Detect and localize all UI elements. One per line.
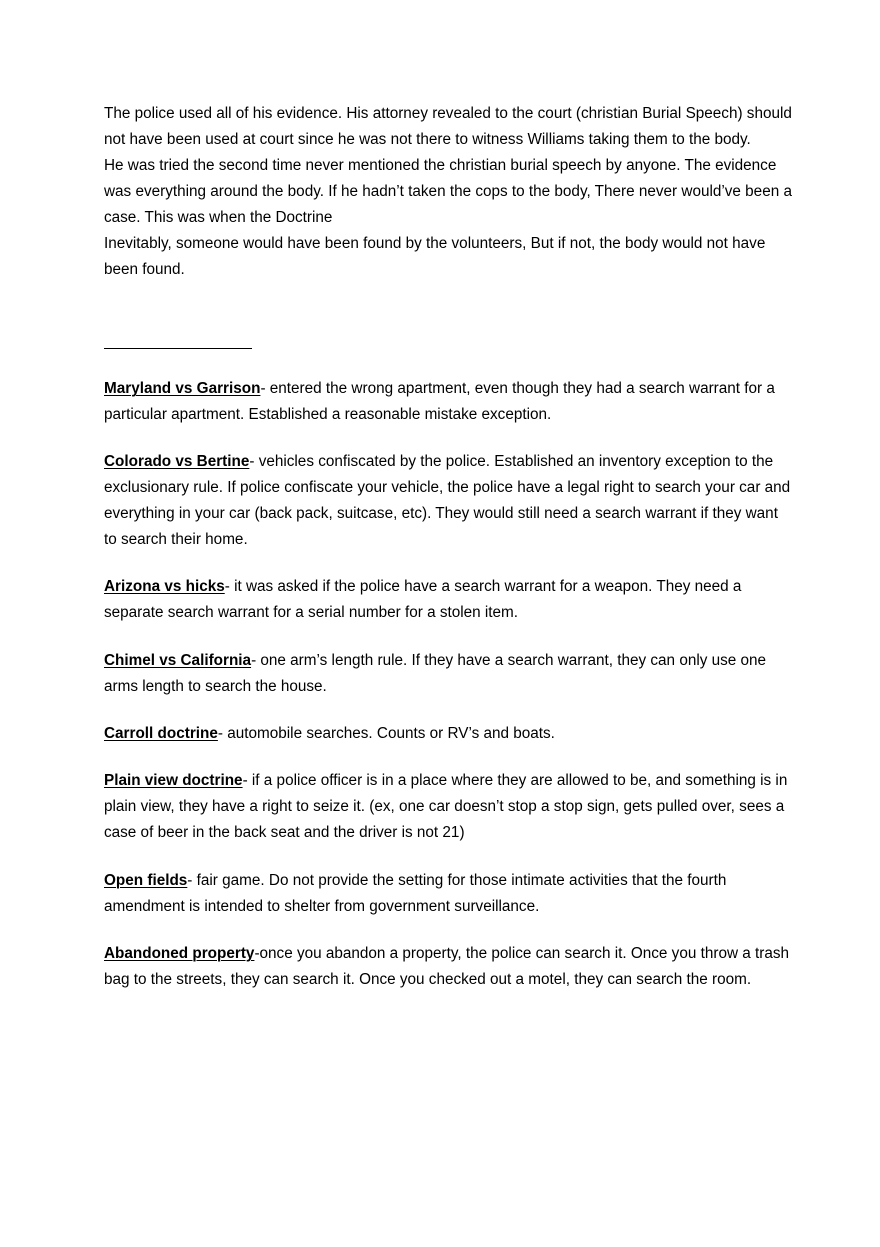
case-entry-abandoned-property	[104, 941, 794, 993]
intro-paragraph: He was tried the second time never mentioned the christian burial speech by anyone. The evidence was everything around the body. If he hadn’t taken the cops to the body, There never would’ve been a case. This was when the Doctrine	[104, 157, 792, 226]
case-entry-chimel-vs-california	[104, 648, 794, 700]
case-entry-maryland-vs-garrison	[104, 376, 794, 428]
case-description: - one arm’s length rule. If they have a search warrant, they can only use one arms length to search the house.	[104, 652, 767, 695]
intro-paragraph: Inevitably, someone would have been found by the volunteers, But if not, the body would not have been found.	[104, 235, 766, 278]
case-term: Colorado vs Bertine	[104, 453, 250, 470]
case-entry-carroll-doctrine	[104, 721, 794, 747]
case-entry-colorado-vs-bertine	[104, 449, 794, 553]
case-term: Plain view doctrine	[104, 772, 243, 789]
case-description: -once you abandon a property, the police can search it. Once you throw a trash bag to the streets, they can search it. Once you checked out a motel, they can search the room.	[104, 945, 790, 988]
case-term: Abandoned property	[104, 945, 255, 962]
case-description: - it was asked if the police have a search warrant for a weapon. They need a separate search warrant for a serial number for a stolen item.	[104, 578, 742, 621]
case-description: - entered the wrong apartment, even though they had a search warrant for a particular apartment. Established a reasonable mistake exception.	[104, 380, 775, 423]
case-term: Chimel vs California	[104, 652, 252, 669]
section-divider	[104, 348, 252, 349]
case-entry-arizona-vs-hicks	[104, 574, 794, 626]
intro-section	[104, 101, 794, 283]
case-term: Carroll doctrine	[104, 725, 218, 742]
case-description: - automobile searches. Counts or RV’s and boats.	[217, 725, 555, 742]
case-entry-plain-view-doctrine	[104, 768, 794, 846]
case-term: Maryland vs Garrison	[104, 380, 261, 397]
case-description: - fair game. Do not provide the setting for those intimate activities that the fourth amendment is intended to shelter from government surveillance.	[104, 872, 727, 915]
case-description: - if a police officer is in a place where they are allowed to be, and something is in plain view, they have a right to seize it. (ex, one car doesn’t stop a stop sign, gets pulled over, sees a case of beer in the back seat and the driver is not 21)	[104, 772, 788, 841]
case-term: Open fields	[104, 872, 188, 889]
case-entry-open-fields	[104, 868, 794, 920]
case-term: Arizona vs hicks	[104, 578, 225, 595]
intro-paragraph: The police used all of his evidence. His attorney revealed to the court (christian Burial Speech) should not have been used at court since he was not there to witness Williams taking them to the body.	[104, 105, 792, 148]
case-description: - vehicles confiscated by the police. Established an inventory exception to the exclusionary rule. If police confiscate your vehicle, the police have a legal right to search your car and everything in your car (back pack, suitcase, etc). They would still need a search warrant if they want to search their home.	[104, 453, 791, 548]
